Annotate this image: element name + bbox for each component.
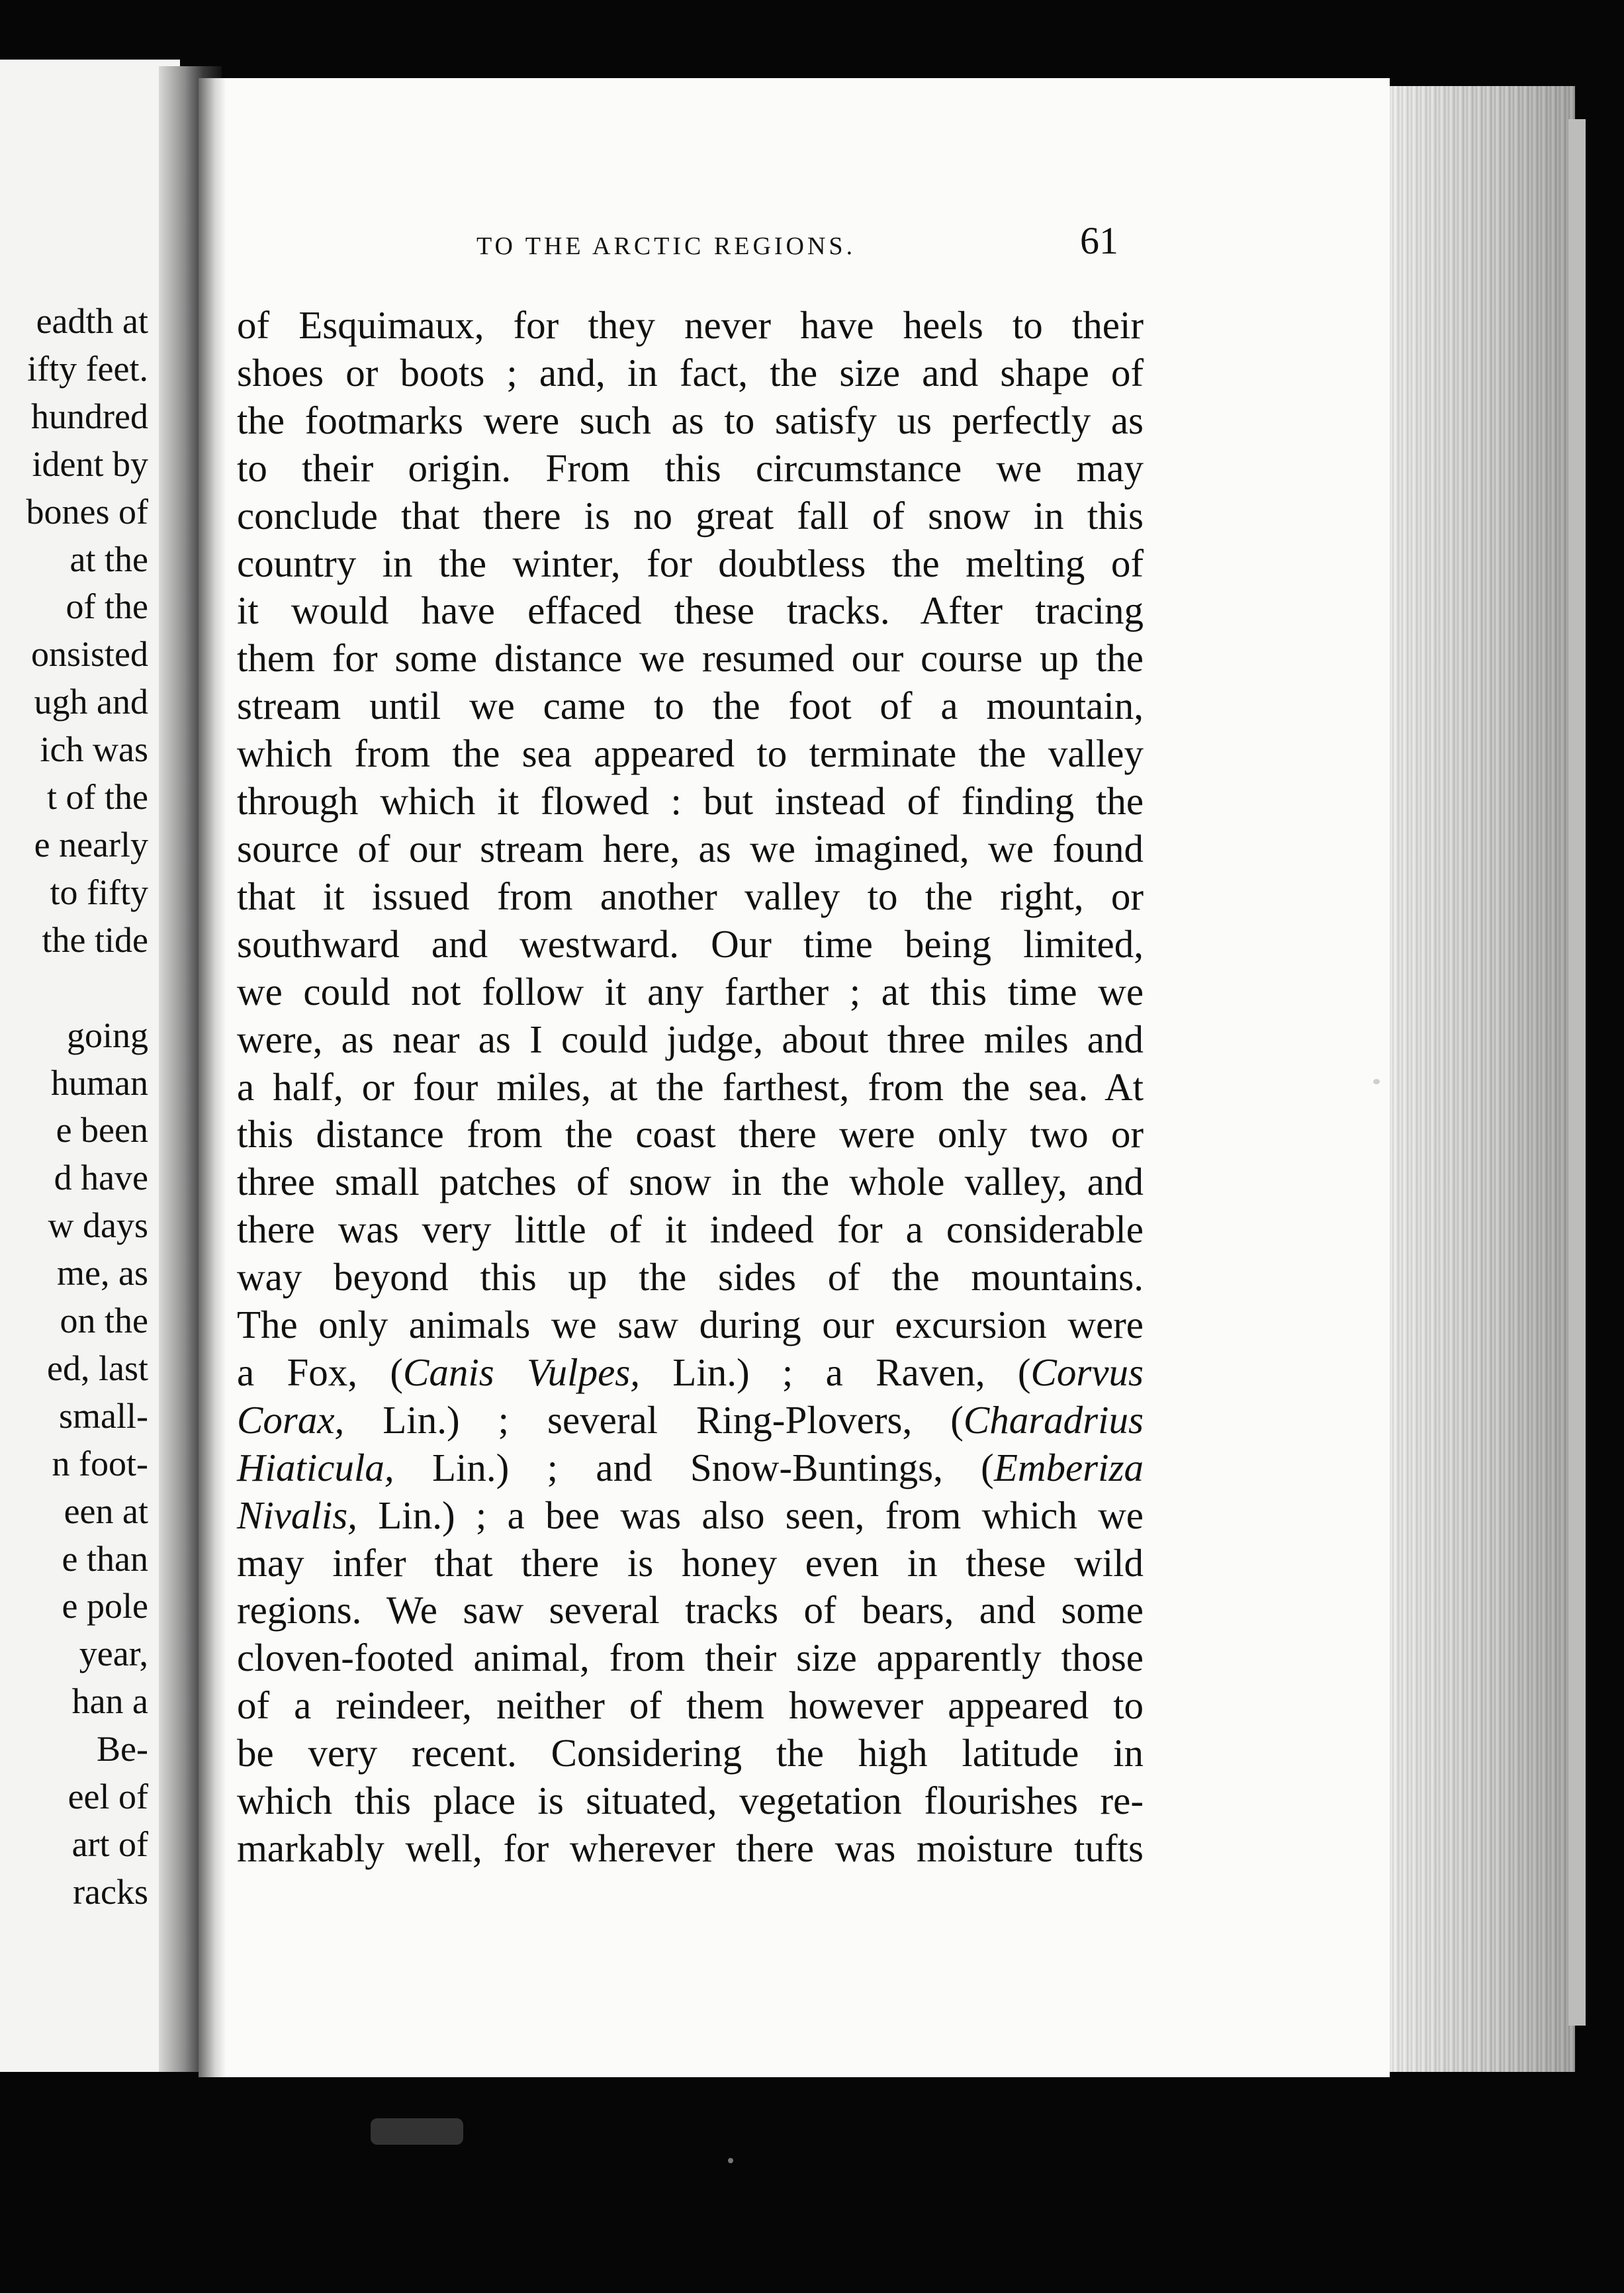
line-text: be very recent. Considering the high latitude in bbox=[237, 1731, 1144, 1775]
line-text: of Esquimaux, for they never have heels to their bbox=[237, 303, 1144, 347]
left-page-line: me, as bbox=[57, 1253, 148, 1293]
line-text: a half, or four miles, at the farthest, from the sea. At bbox=[237, 1064, 1144, 1109]
left-page-line: art of bbox=[71, 1824, 148, 1864]
line-text: which from the sea appeared to terminate the valley bbox=[237, 731, 1144, 776]
line-text: the footmarks were such as to satisfy us perfectly as bbox=[237, 398, 1144, 442]
italic-text: Corvus bbox=[1030, 1350, 1144, 1394]
body-text bbox=[237, 302, 1144, 1873]
left-page-line: hundred bbox=[31, 396, 148, 436]
line-text: Lin.) ; and Snow-Buntings, ( bbox=[394, 1445, 994, 1489]
left-page-line: bones of bbox=[26, 491, 148, 532]
line-text: to their origin. From this circumstance we may bbox=[237, 445, 1144, 490]
left-page-line: t of the bbox=[47, 777, 148, 818]
left-page-line: on the bbox=[60, 1301, 148, 1341]
text-line bbox=[237, 1064, 1144, 1111]
scan-speck bbox=[728, 2158, 733, 2163]
text-line bbox=[237, 1682, 1144, 1730]
left-page-line: small- bbox=[59, 1395, 148, 1436]
text-line bbox=[237, 778, 1144, 825]
text-line bbox=[237, 302, 1144, 350]
text-line bbox=[237, 350, 1144, 397]
left-page-line: human bbox=[51, 1062, 148, 1103]
italic-text: Hiaticula, bbox=[237, 1445, 394, 1489]
text-line bbox=[237, 1444, 1144, 1492]
main-page-gutter bbox=[199, 78, 226, 2077]
line-text: markably well, for wherever there was moisture tufts bbox=[237, 1826, 1144, 1870]
line-text: there was very little of it indeed for a considerable bbox=[237, 1207, 1144, 1252]
left-page-line: ident by bbox=[32, 444, 148, 484]
left-page-line: han a bbox=[71, 1681, 148, 1722]
text-line bbox=[237, 1016, 1144, 1064]
text-line bbox=[237, 682, 1144, 730]
line-text: three small patches of snow in the whole valley, and bbox=[237, 1160, 1144, 1204]
text-line bbox=[237, 921, 1144, 968]
line-text: way beyond this up the sides of the mountains. bbox=[237, 1255, 1144, 1299]
left-page-line: een at bbox=[64, 1491, 148, 1531]
line-text: conclude that there is no great fall of snow in this bbox=[237, 493, 1144, 538]
line-text: country in the winter, for doubtless the melting of bbox=[237, 541, 1144, 585]
left-page-line: to fifty bbox=[50, 872, 148, 912]
line-text: we could not follow it any farther ; at this time we bbox=[237, 969, 1144, 1013]
left-page-line: e been bbox=[56, 1110, 148, 1150]
left-page-line: going bbox=[66, 1015, 148, 1055]
italic-text: Nivalis, bbox=[237, 1493, 357, 1537]
text-line bbox=[237, 873, 1144, 921]
line-text: The only animals we saw during our excursion were bbox=[237, 1303, 1144, 1347]
running-head: TO THE ARCTIC REGIONS. bbox=[476, 232, 856, 260]
page-number: 61 bbox=[1080, 219, 1118, 262]
left-page-line: at the bbox=[69, 539, 148, 579]
text-line bbox=[237, 635, 1144, 682]
text-line bbox=[237, 1777, 1144, 1825]
text-line bbox=[237, 1111, 1144, 1158]
line-text: of a reindeer, neither of them however appeared to bbox=[237, 1683, 1144, 1728]
text-line bbox=[237, 1587, 1144, 1634]
line-text: Lin.) ; a bee was also seen, from which we bbox=[357, 1493, 1144, 1537]
book-page-edges-shade bbox=[1376, 86, 1575, 2072]
left-page-line: ugh and bbox=[34, 682, 148, 722]
line-text: southward and westward. Our time being limited, bbox=[237, 921, 1144, 966]
left-page-line: Be- bbox=[97, 1729, 148, 1769]
left-page-line: d have bbox=[54, 1158, 148, 1198]
text-line bbox=[237, 1397, 1144, 1444]
italic-text: Corax, bbox=[237, 1397, 345, 1442]
line-text: through which it flowed : but instead of finding the bbox=[237, 779, 1144, 823]
line-text: regions. We saw several tracks of bears, and some bbox=[237, 1588, 1144, 1632]
text-line bbox=[237, 540, 1144, 588]
line-text: Lin.) ; several Ring-Plovers, ( bbox=[344, 1397, 964, 1442]
text-line bbox=[237, 1634, 1144, 1682]
line-text: stream until we came to the foot of a mountain, bbox=[237, 684, 1144, 728]
text-line bbox=[237, 397, 1144, 445]
italic-text: Emberiza bbox=[993, 1445, 1144, 1489]
text-line bbox=[237, 730, 1144, 778]
left-page-line: ich was bbox=[40, 729, 148, 770]
text-line bbox=[237, 587, 1144, 635]
text-line bbox=[237, 968, 1144, 1016]
left-facing-page bbox=[0, 60, 180, 2072]
text-line bbox=[237, 1158, 1144, 1206]
left-page-line: eadth at bbox=[36, 301, 148, 341]
left-page-text bbox=[0, 298, 148, 1916]
text-line bbox=[237, 1349, 1144, 1397]
line-text: may infer that there is honey even in these wild bbox=[237, 1540, 1144, 1585]
line-text: Lin.) ; a Raven, ( bbox=[639, 1350, 1031, 1394]
left-page-line: year, bbox=[79, 1634, 148, 1674]
text-line bbox=[237, 1730, 1144, 1777]
left-page-line: ifty feet. bbox=[27, 348, 148, 389]
left-page-line: of the bbox=[66, 586, 148, 627]
scan-speck bbox=[1373, 1079, 1380, 1084]
line-text: a Fox, ( bbox=[237, 1350, 404, 1394]
text-line bbox=[237, 1825, 1144, 1873]
left-page-line: ed, last bbox=[47, 1348, 148, 1388]
line-text: source of our stream here, as we imagined, we found bbox=[237, 826, 1144, 870]
left-page-line: w days bbox=[48, 1205, 148, 1246]
left-page-line: eel of bbox=[68, 1777, 148, 1817]
book-cover-edge bbox=[1568, 119, 1586, 2026]
left-page-line: n foot- bbox=[52, 1443, 148, 1483]
text-line bbox=[237, 492, 1144, 540]
text-line bbox=[237, 445, 1144, 492]
line-text: shoes or boots ; and, in fact, the size and shape of bbox=[237, 350, 1144, 395]
text-line bbox=[237, 1301, 1144, 1349]
line-text: them for some distance we resumed our course up the bbox=[237, 636, 1144, 680]
line-text: which this place is situated, vegetation flourishes re- bbox=[237, 1779, 1144, 1823]
text-line bbox=[237, 1206, 1144, 1254]
text-line bbox=[237, 1492, 1144, 1540]
left-page-line: the tide bbox=[42, 919, 148, 960]
left-page-line: e pole bbox=[62, 1586, 148, 1626]
left-page-line: e than bbox=[62, 1538, 148, 1579]
line-text: this distance from the coast there were only two or bbox=[237, 1112, 1144, 1156]
scan-speck bbox=[371, 2118, 463, 2145]
italic-text: Canis Vulpes, bbox=[403, 1350, 640, 1394]
left-page-line bbox=[0, 964, 148, 1012]
italic-text: Charadrius bbox=[963, 1397, 1144, 1442]
text-line bbox=[237, 1254, 1144, 1301]
line-text: that it issued from another valley to the right, or bbox=[237, 874, 1144, 918]
line-text: it would have effaced these tracks. After tracing bbox=[237, 588, 1144, 633]
line-text: were, as near as I could judge, about three miles and bbox=[237, 1017, 1144, 1061]
left-page-line: e nearly bbox=[34, 824, 148, 865]
line-text: cloven-footed animal, from their size apparently those bbox=[237, 1636, 1144, 1680]
text-line bbox=[237, 1540, 1144, 1587]
left-page-line: racks bbox=[73, 1871, 148, 1912]
left-page-line: onsisted bbox=[30, 634, 148, 675]
text-line bbox=[237, 825, 1144, 873]
